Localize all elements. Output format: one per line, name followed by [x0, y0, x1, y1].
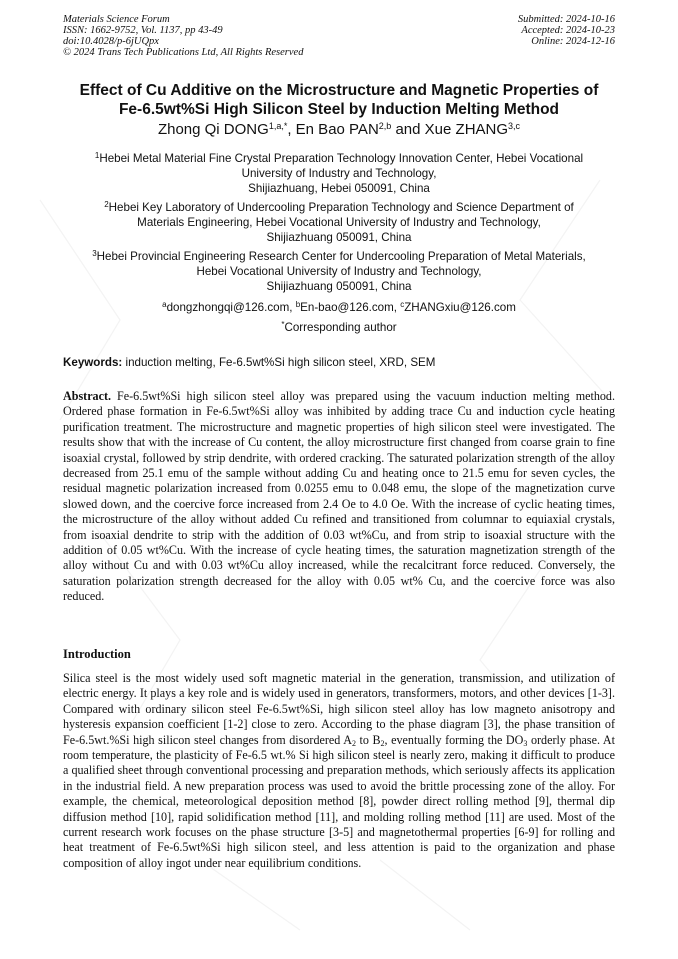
author-name: Zhong Qi DONG — [157, 121, 269, 138]
email-link[interactable]: dongzhongqi@126.com — [166, 301, 290, 314]
submitted-date: Submitted: 2024-10-16 — [517, 14, 615, 25]
affiliation-2 — [60, 200, 618, 245]
subscript: 3 — [523, 738, 528, 748]
subscript: 2 — [380, 738, 385, 748]
journal-info — [63, 14, 303, 58]
email-sup: c — [400, 300, 405, 309]
affiliation-sup: 1 — [94, 151, 100, 160]
keywords-label: Keywords: — [63, 356, 123, 369]
email-separator: , — [289, 301, 296, 314]
author-separator: , — [287, 121, 296, 138]
affiliation-line: Hebei Provincial Engineering Research Center for Undercooling Preparation of Metal Materials, — [96, 250, 586, 263]
affiliation-line: Shijiazhuang 050091, China — [266, 231, 412, 244]
author-list — [40, 121, 638, 139]
affiliation-line: Hebei Metal Material Fine Crystal Preparation Technology Innovation Center, Hebei Vocational — [99, 152, 584, 165]
email-link[interactable]: ZHANGxiu@126.com — [404, 301, 516, 314]
affiliation-line: Hebei Key Laboratory of Undercooling Preparation Technology and Science Department of — [108, 201, 574, 214]
abstract-label: Abstract. — [63, 389, 112, 403]
intro-text: to B — [355, 732, 381, 747]
keywords-text: induction melting, Fe-6.5wt%Si high silicon steel, XRD, SEM — [122, 356, 436, 369]
affiliation-3 — [60, 249, 618, 294]
author-separator: and — [391, 121, 425, 138]
affiliation-1 — [60, 151, 618, 196]
accepted-date: Accepted: 2024-10-23 — [521, 25, 615, 36]
intro-text: orderly phase. At room temperature, the plasticity of Fe-6.5 wt.% Si high silicon steel is nearly zero, making it difficult to produce a qualified sheet through conventional processing and preparation methods, which seriously affects its application in the industrial field. A new preparation process was used to avoid the brittle processing zone of the alloy. For example, the chemical, meteorological deposition method [8], powder direct rolling method [9], thermal dip diffusion method [10], rapid solidification method [11], and molding rolling method [11] are used. Most of the current research work focuses on the phase structure [3-5] and magnetothermal properties [6-9] for rolling and heat treatment of Fe-6.5wt%Si high silicon steel, and less attention is paid to the organization and phase composition of alloy ingot under near equilibrium conditions. — [63, 732, 615, 870]
corresponding-author-note — [40, 320, 638, 335]
affiliation-line: Shijiazhuang, Hebei 050091, China — [248, 182, 430, 195]
online-date: Online: 2024-12-16 — [531, 36, 615, 47]
title-line-2: Fe-6.5wt%Si High Silicon Steel by Induction Melting Method — [118, 101, 560, 118]
abstract — [63, 389, 615, 605]
author-sup: 1,a,* — [268, 121, 288, 131]
publication-dates — [518, 14, 615, 47]
corresponding-sup: * — [281, 320, 285, 329]
email-sup: b — [295, 300, 301, 309]
issn-volume: ISSN: 1662-9752, Vol. 1137, pp 43-49 — [63, 25, 223, 36]
affiliation-line: Hebei Vocational University of Industry and Technology, — [196, 265, 482, 278]
affiliation-sup: 2 — [104, 200, 109, 209]
abstract-text: Fe-6.5wt%Si high silicon steel alloy was prepared using the vacuum induction melting method. Ordered phase formation in Fe-6.5wt%Si alloy was inhibited by adding trace Cu and induction cycle heating purification treatment. The microstructure and magnetic properties of high silicon steel were investigated. The results show that with the increase of Cu content, the alloy microstructure first changed from coarse grain to fine isoaxial crystal, followed by strip dendrite, with ordered cracking. The saturated polarization strength of the alloy decreased from 25.1 emu of the sample without adding Cu and heating once to 21.5 emu for seven cycles, the residual magnetic polarization increased from 0.0255 emu to 0.048 emu, the slope of the magnetization curve slowed down, and the coercive force increased from 2.4 Oe to 4.0 Oe. With the increase of cyclic heating times, the microstructure of the alloy without added Cu refined and transitioned from columnar to equiaxial crystals, from isoaxial dendrite to strip with the addition of 0.03 wt%Cu, and from strip to isoaxial structure with the addition of 0.05 wt%Cu. With the increase of cycle heating times, the saturation magnetization strength of the alloy without Cu and with 0.03 wt%Cu alloy increased, while the recalcitrant force reduced. Conversely, the saturation polarization strength decreased for the alloy with 0.05 wt% Cu, and the coercive force was also reduced. — [63, 389, 615, 604]
author-sup: 3,c — [508, 121, 521, 131]
email-sup: a — [162, 300, 167, 309]
author-emails — [40, 300, 638, 315]
doi-link[interactable]: doi:10.4028/p-6jUQpx — [63, 36, 159, 47]
author-name: En Bao PAN — [295, 121, 379, 138]
intro-text: Silica steel is the most widely used soft magnetic material in the generation, transmission, and utilization of electric energy. It plays a key role and is widely used in generators, transformers, motors, and other devices [1-3]. Compared with ordinary silicon steel Fe-6.5wt%Si, high silicon steel alloy has low magneto anisotropy and hysteresis expansion coefficient [1-2] close to zero. According to the phase diagram [3], the phase transition of Fe-6.5wt.%Si high silicon steel changes from disordered A — [63, 671, 615, 747]
affiliation-line: Shijiazhuang 050091, China — [266, 280, 412, 293]
subscript: 2 — [351, 738, 356, 748]
introduction-paragraph — [63, 671, 615, 871]
corresponding-text: Corresponding author — [284, 321, 397, 334]
affiliation-line: University of Industry and Technology, — [241, 167, 437, 180]
author-sup: 2,b — [378, 121, 392, 131]
email-link[interactable]: En-bao@126.com — [300, 301, 394, 314]
affiliation-sup: 3 — [92, 249, 97, 258]
introduction-heading: Introduction — [63, 647, 131, 661]
email-separator: , — [393, 301, 401, 314]
copyright: © 2024 Trans Tech Publications Ltd, All Rights Reserved — [63, 47, 304, 58]
intro-text: , eventually forming the DO — [384, 732, 524, 747]
keywords — [63, 355, 615, 370]
paper-title — [40, 81, 638, 119]
author-name: Xue ZHANG — [424, 121, 509, 138]
affiliation-line: Materials Engineering, Hebei Vocational University of Industry and Technology, — [137, 216, 541, 229]
title-line-1: Effect of Cu Additive on the Microstructure and Magnetic Properties of — [79, 82, 599, 99]
journal-name: Materials Science Forum — [63, 14, 170, 25]
